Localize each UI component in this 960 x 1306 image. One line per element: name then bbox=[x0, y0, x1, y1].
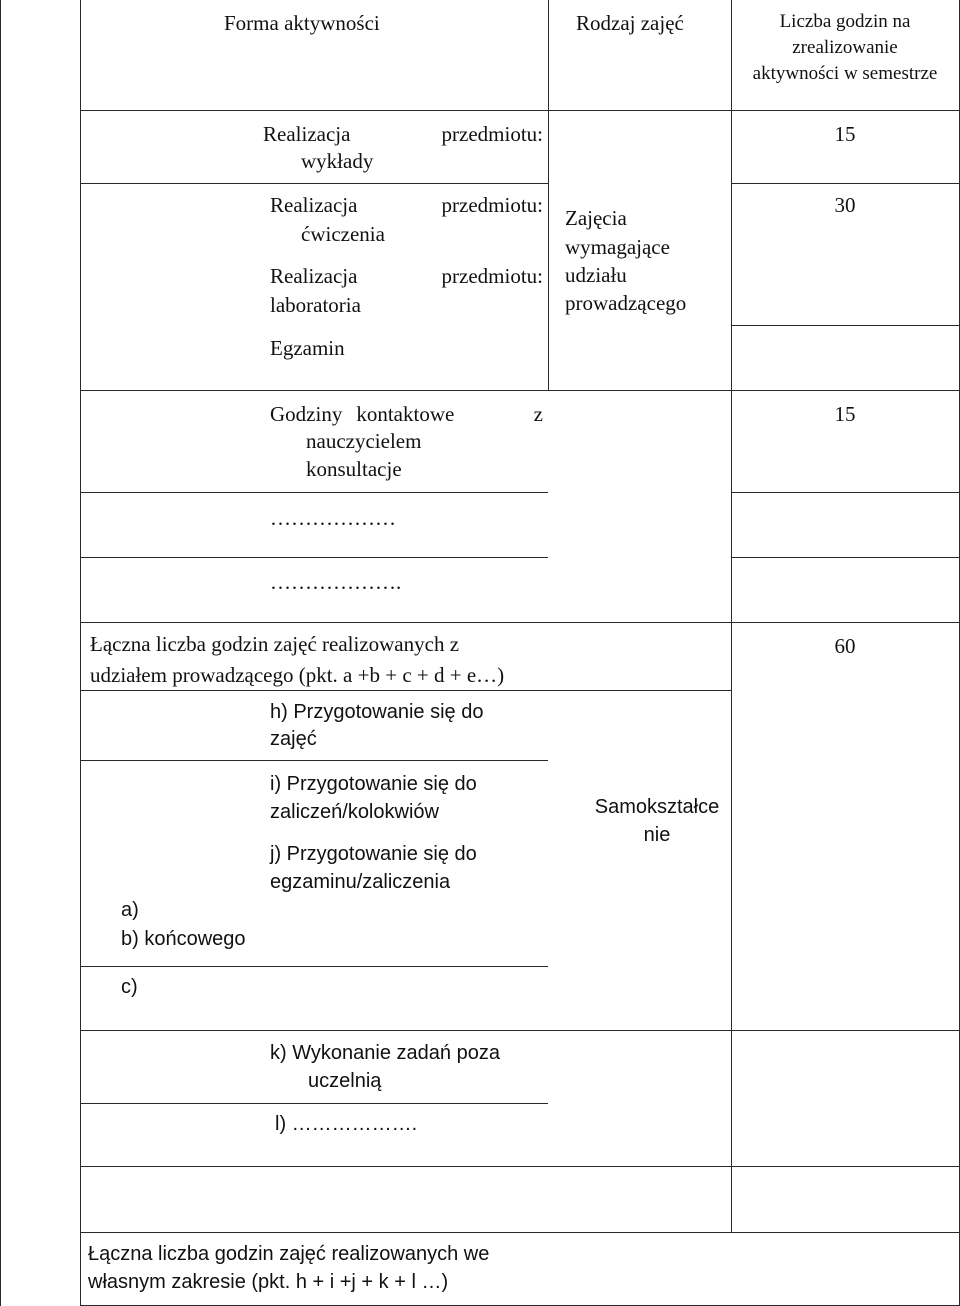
contact-type-2: wymagające bbox=[565, 235, 670, 259]
placeholder-row-2: ………………. bbox=[270, 570, 402, 594]
lab-label-a: Realizacja bbox=[270, 264, 358, 288]
exercise-label-c: ćwiczenia bbox=[301, 222, 385, 246]
consult-label-e: konsultacje bbox=[306, 457, 402, 481]
consult-label bbox=[270, 400, 543, 428]
consult-label-c: z bbox=[533, 402, 543, 426]
exercise-label-b: przedmiotu: bbox=[441, 193, 543, 217]
lab-label bbox=[270, 262, 543, 290]
self-study-type-2: nie bbox=[643, 824, 671, 846]
contact-total-label-2: udziałem prowadzącego (pkt. a +b + c + d + e…) bbox=[90, 663, 505, 687]
header-hours bbox=[732, 9, 958, 87]
self-study-type bbox=[584, 793, 730, 849]
consult-label-a: Godziny bbox=[270, 402, 343, 426]
header-activity-form: Forma aktywności bbox=[224, 11, 380, 35]
grid-line bbox=[80, 0, 81, 1306]
grid-line bbox=[731, 325, 960, 326]
lab-label-b: przedmiotu: bbox=[441, 264, 543, 288]
contact-type-3: udziału bbox=[565, 263, 627, 287]
contact-type-1: Zajęcia bbox=[565, 206, 627, 230]
grid-line bbox=[80, 1232, 960, 1233]
item-h-line-1: h) Przygotowanie się do bbox=[270, 701, 484, 723]
exercise-hours: 30 bbox=[834, 193, 856, 217]
grid-line bbox=[731, 0, 732, 1232]
exercise-label bbox=[270, 191, 543, 219]
item-j-line-2: egzaminu/zaliczenia bbox=[270, 871, 451, 893]
grid-line bbox=[80, 110, 960, 111]
grid-line bbox=[0, 0, 1, 1306]
list-item-b: b) końcowego bbox=[121, 928, 246, 950]
grid-line bbox=[80, 1103, 548, 1104]
grid-line bbox=[548, 0, 549, 390]
consult-label-b: kontaktowe bbox=[356, 402, 455, 426]
consult-label-d: nauczycielem bbox=[306, 429, 422, 453]
item-i-line-2: zaliczeń/kolokwiów bbox=[270, 801, 439, 823]
grid-line bbox=[80, 1166, 960, 1167]
grid-line bbox=[80, 760, 548, 761]
lecture-hours: 15 bbox=[834, 122, 856, 146]
contact-total-label-1: Łączna liczba godzin zajęć realizowanych z bbox=[90, 632, 460, 656]
header-class-type: Rodzaj zajęć bbox=[576, 11, 684, 35]
item-i-line-1: i) Przygotowanie się do bbox=[270, 773, 477, 795]
item-k-line-2: uczelnią bbox=[308, 1070, 382, 1092]
grid-line bbox=[80, 557, 548, 558]
self-total-label-2: własnym zakresie (pkt. h + i +j + k + l …) bbox=[88, 1271, 449, 1293]
grid-line bbox=[80, 966, 548, 967]
grid-line bbox=[731, 492, 960, 493]
grid-line bbox=[80, 390, 960, 391]
grid-line bbox=[80, 492, 548, 493]
self-total-label-1: Łączna liczba godzin zajęć realizowanych we bbox=[88, 1243, 490, 1265]
header-hours-line-3: aktywności w semestrze bbox=[752, 63, 938, 84]
grid-line bbox=[731, 557, 960, 558]
item-l: l) ………………. bbox=[275, 1113, 418, 1135]
header-hours-line-2: zrealizowanie bbox=[792, 37, 898, 58]
item-j-line-1: j) Przygotowanie się do bbox=[270, 843, 477, 865]
placeholder-row-1: ……………… bbox=[270, 506, 396, 530]
grid-line bbox=[80, 622, 960, 623]
lecture-label-a: Realizacja bbox=[263, 122, 351, 146]
header-hours-line-1: Liczba godzin na bbox=[779, 11, 911, 32]
grid-line bbox=[80, 690, 731, 691]
lecture-label-b: przedmiotu: bbox=[441, 122, 543, 146]
contact-type-4: prowadzącego bbox=[565, 291, 687, 315]
grid-line bbox=[80, 183, 548, 184]
lecture-label-c: wykłady bbox=[301, 149, 374, 173]
list-item-a: a) bbox=[121, 899, 139, 921]
exercise-label-a: Realizacja bbox=[270, 193, 358, 217]
item-h-line-2: zajęć bbox=[270, 728, 317, 750]
exam-label: Egzamin bbox=[270, 336, 345, 360]
lab-label-c: laboratoria bbox=[270, 293, 361, 317]
grid-line bbox=[80, 1030, 960, 1031]
lecture-label bbox=[263, 120, 543, 148]
contact-total-hours: 60 bbox=[834, 634, 856, 658]
self-study-type-1: Samokształce bbox=[594, 796, 720, 818]
item-k-line-1: k) Wykonanie zadań poza bbox=[270, 1042, 500, 1064]
grid-line bbox=[731, 183, 960, 184]
consult-hours: 15 bbox=[834, 402, 856, 426]
list-item-c: c) bbox=[121, 976, 138, 998]
